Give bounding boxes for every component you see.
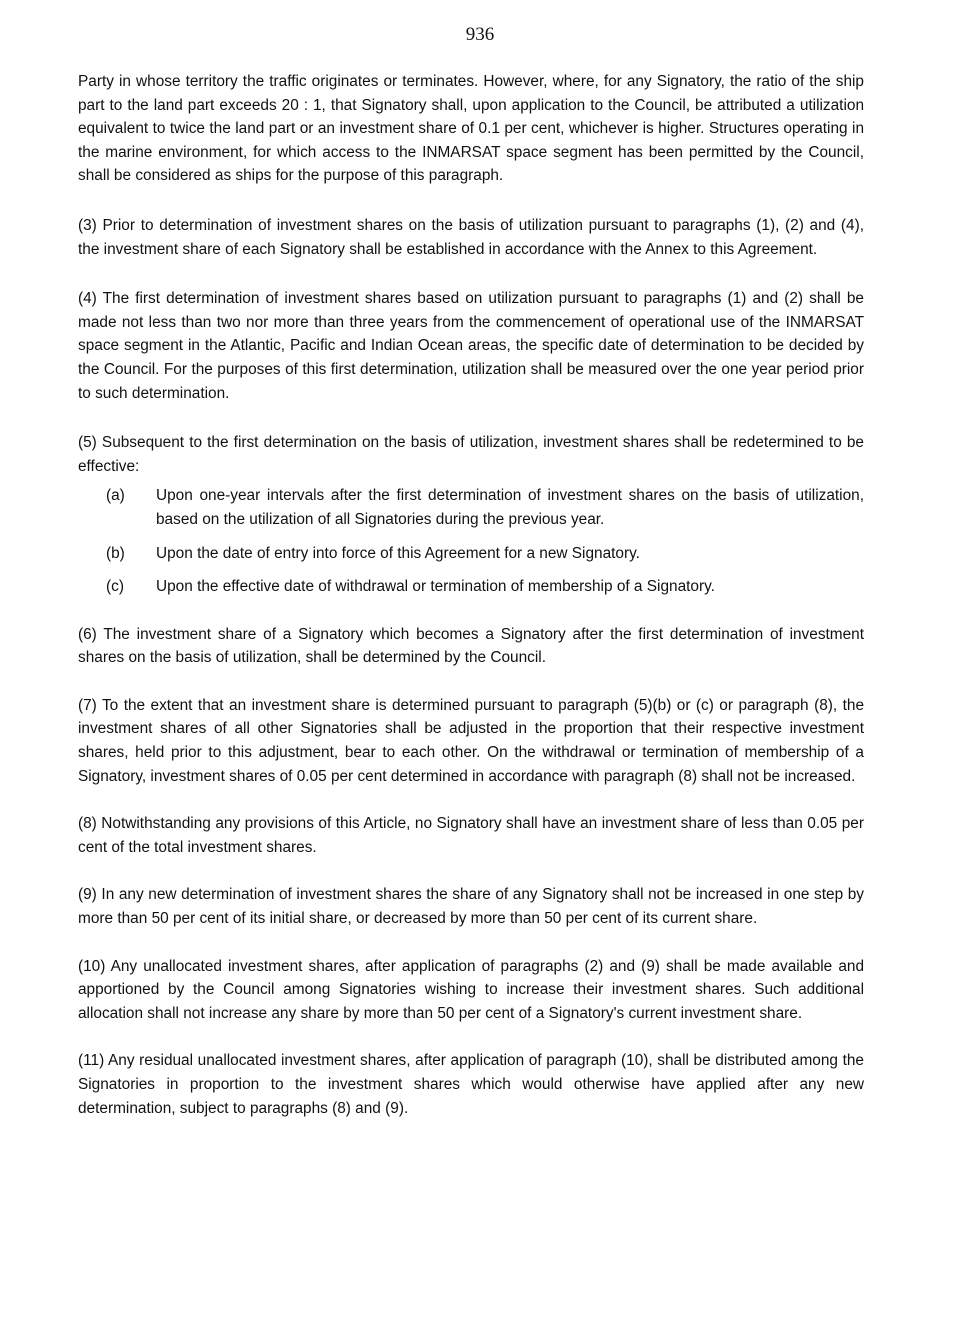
subitem-a: [78, 484, 864, 531]
paragraph-9: (9) In any new determination of investment shares the share of any Signatory shall not be increased in one step by more than 50 per cent of its initial share, or decreased by more than 50 per cent of its current share.: [78, 886, 864, 928]
page-number: 936: [465, 24, 495, 45]
subitem-c: [78, 575, 864, 599]
paragraph-10: (10) Any unallocated investment shares, after application of paragraphs (2) and (9) shall be made available and apportioned by the Council among Signatories wishing to increase their investment shares. Such additional allocation shall not increase any share by more than 50 per cent of a Signatory's current investment share.: [78, 957, 864, 1022]
paragraph-6: (6) The investment share of a Signatory which becomes a Signatory after the first determination of investment shares on the basis of utilization, shall be determined by the Council.: [78, 625, 864, 667]
paragraph-5: (5) Subsequent to the first determination on the basis of utilization, investment shares shall be redetermined to be effective:: [78, 434, 864, 475]
paragraph-11: (11) Any residual unallocated investment shares, after application of paragraph (10), shall be distributed among the Signatories in proportion to the investment shares which would otherwise have applied after any new determination, subject to paragraphs (8) and (9).: [78, 1052, 864, 1117]
subitem-label: (c): [106, 578, 124, 596]
subitem-text: Upon the date of entry into force of this Agreement for a new Signatory.: [156, 544, 640, 562]
paragraph-continuation: Party in whose territory the traffic originates or terminates. However, where, for any Signatory, the ratio of the ship part to the land part exceeds 20 : 1, that Signatory shall, upon application to the Council, be attributed a utilization equivalent to twice the land part or an investment share of 0.1 per cent, whichever is higher. Structures operating in the marine environment, for which access to the INMARSAT space segment has been permitted by the Council, shall be considered as ships for the purpose of this paragraph.: [78, 73, 864, 185]
paragraph-5-subitems: [78, 484, 864, 598]
subitem-label: (a): [106, 487, 125, 505]
subitem-text: Upon one-year intervals after the first determination of investment shares on the basis of utilization, based on the utilization of all Signatories during the previous year.: [156, 487, 864, 528]
paragraph-7: (7) To the extent that an investment share is determined pursuant to paragraph (5)(b) or (c) or paragraph (8), the investment shares of all other Signatories shall be adjusted in the proportion that their respective investment shares, held prior to this adjustment, bear to each other. On the withdrawal or termination of membership of a Signatory, investment shares of 0.05 per cent determined in accordance with paragraph (8) shall not be increased.: [78, 696, 864, 785]
subitem-b: [78, 542, 864, 566]
paragraph-4: (4) The first determination of investment shares based on utilization pursuant to paragraphs (1) and (2) shall be made not less than two nor more than three years from the commencement of operational use of the INMARSAT space segment in the Atlantic, Pacific and Indian Ocean areas, the specific date of determination to be decided by the Council. For the purposes of this first determination, utilization shall be measured over the one year period prior to such determination.: [78, 290, 864, 402]
paragraph-3: (3) Prior to determination of investment shares on the basis of utilization pursuant to paragraphs (1), (2) and (4), the investment share of each Signatory shall be established in accordance with the Annex to this Agreement.: [78, 216, 864, 258]
subitem-label: (b): [106, 544, 125, 562]
document-body: [78, 70, 864, 1120]
subitem-text: Upon the effective date of withdrawal or termination of membership of a Signatory.: [156, 578, 715, 596]
paragraph-8: (8) Notwithstanding any provisions of this Article, no Signatory shall have an investment share of less than 0.05 per cent of the total investment shares.: [78, 815, 864, 856]
